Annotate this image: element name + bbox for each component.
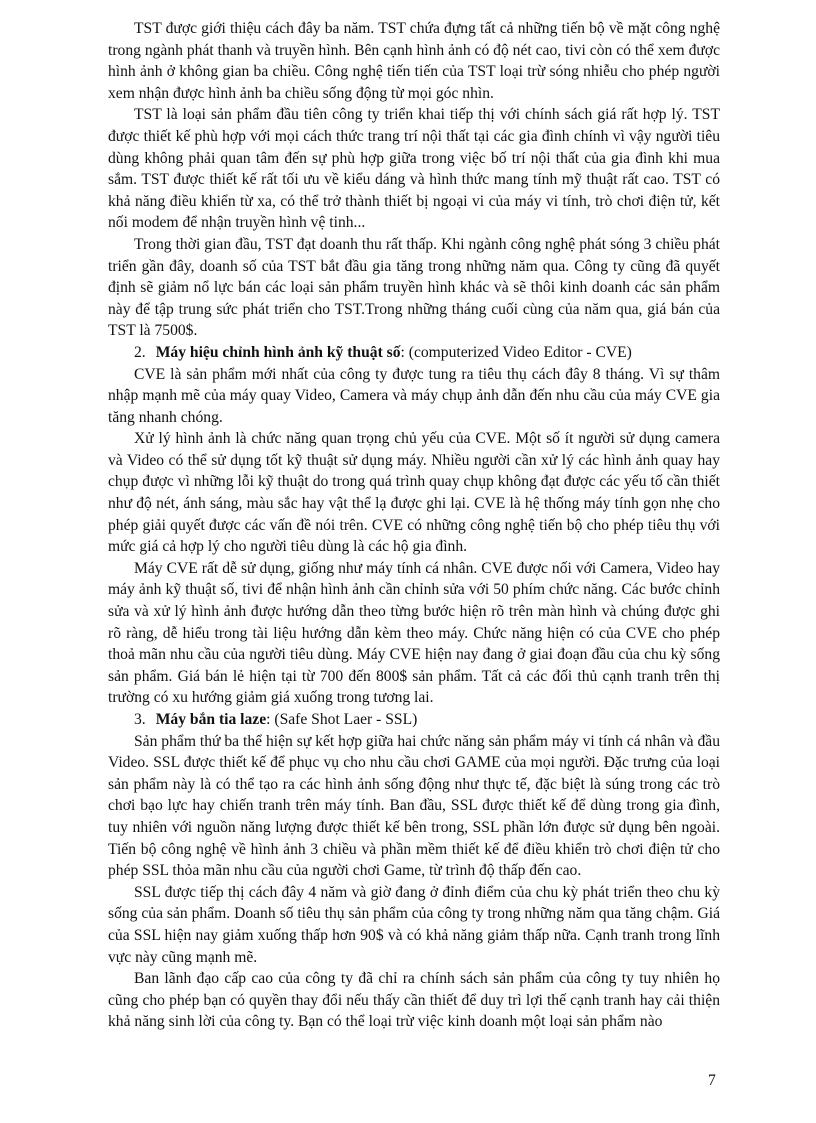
paragraph: SSL được tiếp thị cách đây 4 năm và giờ đang ở đỉnh điểm của chu kỳ phát triển theo chu kỳ sống của sản phẩm. Doanh số tiêu thụ sản phẩm của công ty trong những năm qua tăng chậm. Giá của SSL hiện nay giảm xuống thấp hơn 90$ và có khả năng giảm thấp nữa. Cạnh tranh trong lĩnh vực này cũng mạnh mẽ. xyxy=(108,883,720,966)
section-heading-cve xyxy=(108,342,720,364)
section-heading-ssl xyxy=(108,709,720,731)
section-subtitle: : (computerized Video Editor - CVE) xyxy=(400,343,632,361)
document-page xyxy=(108,18,720,1033)
section-number: 2. xyxy=(134,343,146,361)
paragraph: Xử lý hình ảnh là chức năng quan trọng chủ yếu của CVE. Một số ít người sử dụng camera và Video có thể sử dụng tốt kỹ thuật sử dụng máy. Nhiều người cần xử lý các hình ảnh quay hay chụp được vì những lỗi kỹ thuật do trong quá trình quay chụp không đạt được các yếu tố cần thiết như độ nét, ánh sáng, màu sắc hay vật thể lạ được ghi lại. CVE là hệ thống máy tính gọn nhẹ cho phép giải quyết được các vấn đề nói trên. CVE có những công nghệ tiến bộ cho phép tiêu thụ với mức giá cả hợp lý cho người tiêu dùng là các hộ gia đình. xyxy=(108,430,720,556)
paragraph: Sản phẩm thứ ba thể hiện sự kết hợp giữa hai chức năng sản phẩm máy vi tính cá nhân và đầu Video. SSL được thiết kế để phục vụ cho nhu cầu chơi GAME của mọi người. Đặc trưng của loại sản phẩm này là có thể tạo ra các hình ảnh sống động như thực tế, đặc biệt là súng trong các trò chơi bạo lực hay chiến tranh trên máy tính. Ban đầu, SSL được thiết kế để dùng trong gia đình, tuy nhiên với nguồn năng lượng được thiết kế bên trong, SSL phần lớn được sử dụng bên ngoài. Tiến bộ công nghệ về hình ảnh 3 chiều và phần mềm thiết kế để điều khiển trò chơi điện tử cho phép SSL thỏa mãn nhu cầu của người chơi Game, từ trình độ thấp đến cao. xyxy=(108,732,720,880)
section-number: 3. xyxy=(134,711,146,728)
section-subtitle: : (Safe Shot Laer - SSL) xyxy=(266,711,418,728)
paragraph: Ban lãnh đạo cấp cao của công ty đã chỉ ra chính sách sản phẩm của công ty tuy nhiên họ cũng cho phép bạn có quyền thay đổi nếu thấy cần thiết để duy trì lợi thế cạnh tranh hay cải thiện khả năng sinh lời của công ty. Bạn có thể loại trừ việc kinh doanh một loại sản phẩm nào xyxy=(108,970,720,1031)
section-title: Máy hiệu chỉnh hình ảnh kỹ thuật số xyxy=(155,343,401,361)
paragraph: TST là loại sản phẩm đầu tiên công ty triển khai tiếp thị với chính sách giá rất hợp lý. TST được thiết kế phù hợp với mọi cách thức trang trí nội thất tại các gia đình chính vì vậy người tiêu dùng không phải quan tâm đến sự phù hợp giữa trong việc bố trí nội thất của gia đình khi mua sắm. TST được thiết kế rất tối ưu về kiểu dáng và hình thức mang tính mỹ thuật rất cao. TST có khả năng điều khiển từ xa, có thể trở thành thiết bị ngoại vi của máy vi tính, trò chơi điện tử, kết nối modem để nhận truyền hình vệ tinh... xyxy=(108,106,720,232)
page-number: 7 xyxy=(708,1072,716,1089)
paragraph: TST được giới thiệu cách đây ba năm. TST chứa đựng tất cả những tiến bộ về mặt công nghệ trong ngành phát thanh và truyền hình. Bên cạnh hình ảnh có độ nét cao, tivi còn có thể xem được hình ảnh ở không gian ba chiều. Công nghệ tiến tiến của TST loại trừ sóng nhiễu cho phép người xem nhận được hình ảnh ba chiều sống động từ mọi góc nhìn. xyxy=(108,20,720,102)
section-title: Máy bắn tia laze xyxy=(155,711,267,728)
paragraph: CVE là sản phẩm mới nhất của công ty được tung ra tiêu thụ cách đây 8 tháng. Vì sự thâm nhập mạnh mẽ của máy quay Video, Camera và máy chụp ảnh dẫn đến nhu cầu của máy CVE gia tăng nhanh chóng. xyxy=(108,365,720,426)
paragraph: Trong thời gian đầu, TST đạt doanh thu rất thấp. Khi ngành công nghệ phát sóng 3 chiều phát triển gần đây, doanh số của TST bắt đầu gia tăng trong những năm qua. Công ty cũng đã quyết định sẽ giảm nổ lực bán các loại sản phẩm truyền hình khác và sẽ thôi kinh doanh các sản phẩm này để tập trung sức phát triển cho TST.Trong những tháng cuối cùng của năm qua, giá bán của TST là 7500$. xyxy=(108,235,720,340)
paragraph: Máy CVE rất dễ sử dụng, giống như máy tính cá nhân. CVE được nối với Camera, Video hay máy ảnh kỹ thuật số, tivi để nhận hình ảnh cần chỉnh sửa với 50 phím chức năng. Các bước chỉnh sửa và xử lý hình ảnh được hướng dẫn theo từng bước hiện rõ trên màn hình và chúng được ghi rõ ràng, dễ hiểu trong tài liệu hướng dẫn kèm theo máy. Chức năng hiện có của CVE cho phép thoả mãn nhu cầu của người tiêu dùng. Máy CVE hiện nay đang ở giai đoạn đầu của chu kỳ sống sản phẩm. Giá bán lẻ hiện tại từ 700 đến 800$ sản phẩm. Tất cả các đối thủ cạnh tranh trên thị trường có xu hướng giảm giá xuống trong tương lai. xyxy=(108,559,720,707)
